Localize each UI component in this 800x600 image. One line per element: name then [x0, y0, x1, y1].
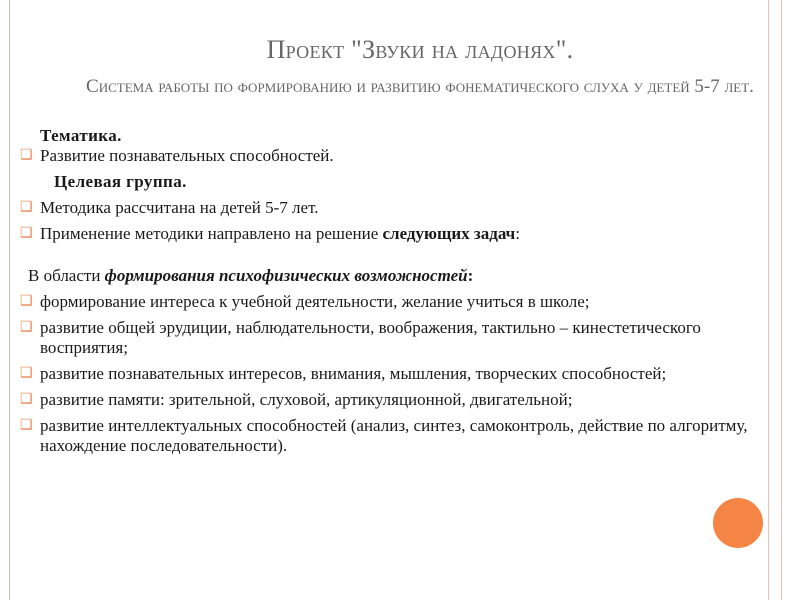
task-item — [16, 318, 776, 358]
topic-heading: Тематика. — [40, 126, 122, 145]
area-prefix: В области — [28, 266, 105, 285]
area-heading — [16, 266, 776, 286]
bullet-icon: ❑ — [20, 366, 33, 381]
target-item: Методика рассчитана на детей 5-7 лет. — [40, 198, 319, 217]
application-prefix: Применение методики направлено на решение — [40, 224, 383, 243]
task-item — [16, 416, 776, 456]
task-text: развитие познавательных интересов, внимания, мышления, творческих способностей; — [40, 364, 667, 383]
bullet-icon: ❑ — [20, 320, 33, 335]
left-frame-border — [0, 0, 10, 600]
slide-body — [16, 126, 776, 456]
list-item — [16, 198, 776, 218]
application-suffix: : — [515, 224, 520, 243]
topic-item: Развитие познавательных способностей. — [40, 146, 334, 165]
application-bold: следующих задач — [382, 224, 516, 243]
spacer — [16, 244, 776, 266]
bullet-icon: ❑ — [20, 200, 33, 215]
list-item — [16, 146, 776, 166]
bullet-icon: ❑ — [20, 392, 33, 407]
slide-title: Проект "Звуки на ладонях". — [266, 35, 574, 64]
task-text: развитие памяти: зрительной, слуховой, артикуляционной, двигательной; — [40, 390, 573, 409]
task-text: развитие интеллектуальных способностей (анализ, синтез, самоконтроль, действие по алгоритму, нахождение последовательности). — [40, 416, 748, 455]
task-text: формирование интереса к учебной деятельности, желание учиться в школе; — [40, 292, 590, 311]
task-item — [16, 364, 776, 384]
bullet-icon: ❑ — [20, 294, 33, 309]
task-item — [16, 292, 776, 312]
decorative-circle-icon — [713, 498, 763, 548]
area-bold-italic: формирования психофизических возможностей — [104, 266, 468, 285]
bullet-icon: ❑ — [20, 226, 33, 241]
bullet-icon: ❑ — [20, 148, 33, 163]
task-text: развитие общей эрудиции, наблюдательности, воображения, тактильно – кинестетического восприятия; — [40, 318, 701, 357]
list-item — [16, 224, 776, 244]
slide-subtitle: Система работы по формированию и развитию фонематического слуха у детей 5-7 лет. — [86, 76, 754, 97]
target-heading: Целевая группа. — [54, 172, 187, 191]
bullet-icon: ❑ — [20, 418, 33, 433]
task-item — [16, 390, 776, 410]
area-suffix: : — [467, 266, 474, 285]
